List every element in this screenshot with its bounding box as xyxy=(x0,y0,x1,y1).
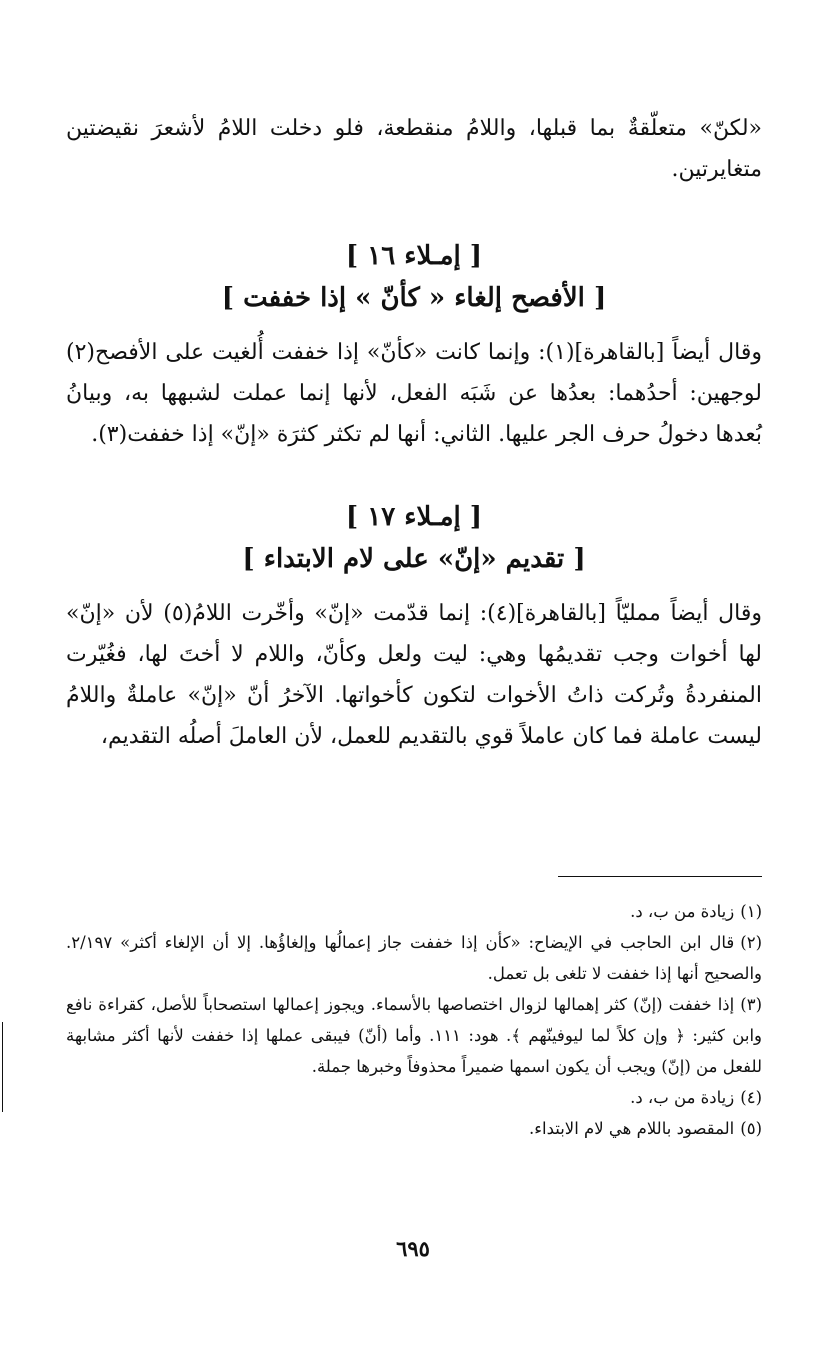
footnote-text: زيادة من ب، د. xyxy=(630,902,735,921)
footnote-number: (٥) xyxy=(740,1119,762,1138)
footnote-text: المقصود باللام هي لام الابتداء. xyxy=(528,1119,735,1138)
footnote-1 xyxy=(66,896,762,927)
paragraph-continuation: «لكنّ» متعلّقةٌ بما قبلها، واللامُ منقطعة، فلو دخلت اللامُ لأشعرَ نقيضتين متغايرتين. xyxy=(66,116,762,182)
footnote-number: (٣) xyxy=(740,995,762,1014)
footnote-text: زيادة من ب، د. xyxy=(630,1088,735,1107)
paragraph-section-17: وقال أيضاً ممليّاً [بالقاهرة](٤): إنما قدّمت «إنّ» وأخّرت اللامُ(٥) لأن «إنّ» لها أخوات وجب تقديمُها وهي: ليت ولعل وكأنّ، واللام لا أختَ لها، فغُيّرت المنفردةُ وتُركت ذاتُ الأخوات لتكون كأخواتها. الآخرُ أنّ «إنّ» عاملةٌ واللامُ ليست عاملة فما كان عاملاً قوي بالتقديم للعمل، لأن العاملَ أصلُه التقديم، xyxy=(66,601,762,749)
footnote-text: إذا خففت (إنّ) كثر إهمالها لزوال اختصاصها بالأسماء. ويجوز إعمالها استصحاباً للأصل، كقراءة نافع وابن كثير: ﴿ وإن كلاً لما ليوفينّهم ﴾. هود: ١١١. وأما (أنّ) فيبقى عملها إذا خففت لأنها أكثر مشابهة للفعل من (إنّ) ويجب أن يكون اسمها ضميراً محذوفاً وخبرها جملة. xyxy=(66,995,763,1076)
footnote-number: (٢) xyxy=(740,933,762,952)
footnote-divider xyxy=(558,876,762,877)
dictation-number-17: [ إمـلاء ١٧ ] xyxy=(345,502,483,532)
page-number: ٦٩٥ xyxy=(396,1236,430,1261)
margin-bar xyxy=(2,1022,3,1112)
footnote-number: (١) xyxy=(740,902,762,921)
footnote-5 xyxy=(66,1113,762,1144)
footnote-4 xyxy=(66,1082,762,1113)
dictation-number-16: [ إمـلاء ١٦ ] xyxy=(345,241,483,271)
section-heading-17: [ تقديم «إنّ» على لام الابتداء ] xyxy=(242,544,586,574)
footnote-3 xyxy=(66,989,762,1082)
section-heading-16: [ الأفصح إلغاء « كأنّ » إذا خففت ] xyxy=(221,283,607,313)
footnotes xyxy=(66,896,762,1144)
footnote-number: (٤) xyxy=(740,1088,762,1107)
paragraph-section-16: وقال أيضاً [بالقاهرة](١): وإنما كانت «كأنّ» إذا خففت أُلغيت على الأفصح(٢) لوجهين: أحدُهما: بعدُها عن شَبَه الفعل، لأنها إنما عملت لشبهها به، وبيانُ بُعدها دخولُ حرف الجر عليها. الثاني: أنها لم تكثر كثرَة «إنّ» إذا خففت(٣). xyxy=(66,340,762,447)
footnote-2 xyxy=(66,927,762,989)
footnote-text: قال ابن الحاجب في الإيضاح: «كأن إذا خففت جاز إعمالُها وإلغاؤُها. إلا أن الإلغاء أكثر» ٢/١٩٧. والصحيح أنها إذا خففت لا تلغى بل تعمل. xyxy=(66,933,762,983)
main-text xyxy=(66,108,762,757)
